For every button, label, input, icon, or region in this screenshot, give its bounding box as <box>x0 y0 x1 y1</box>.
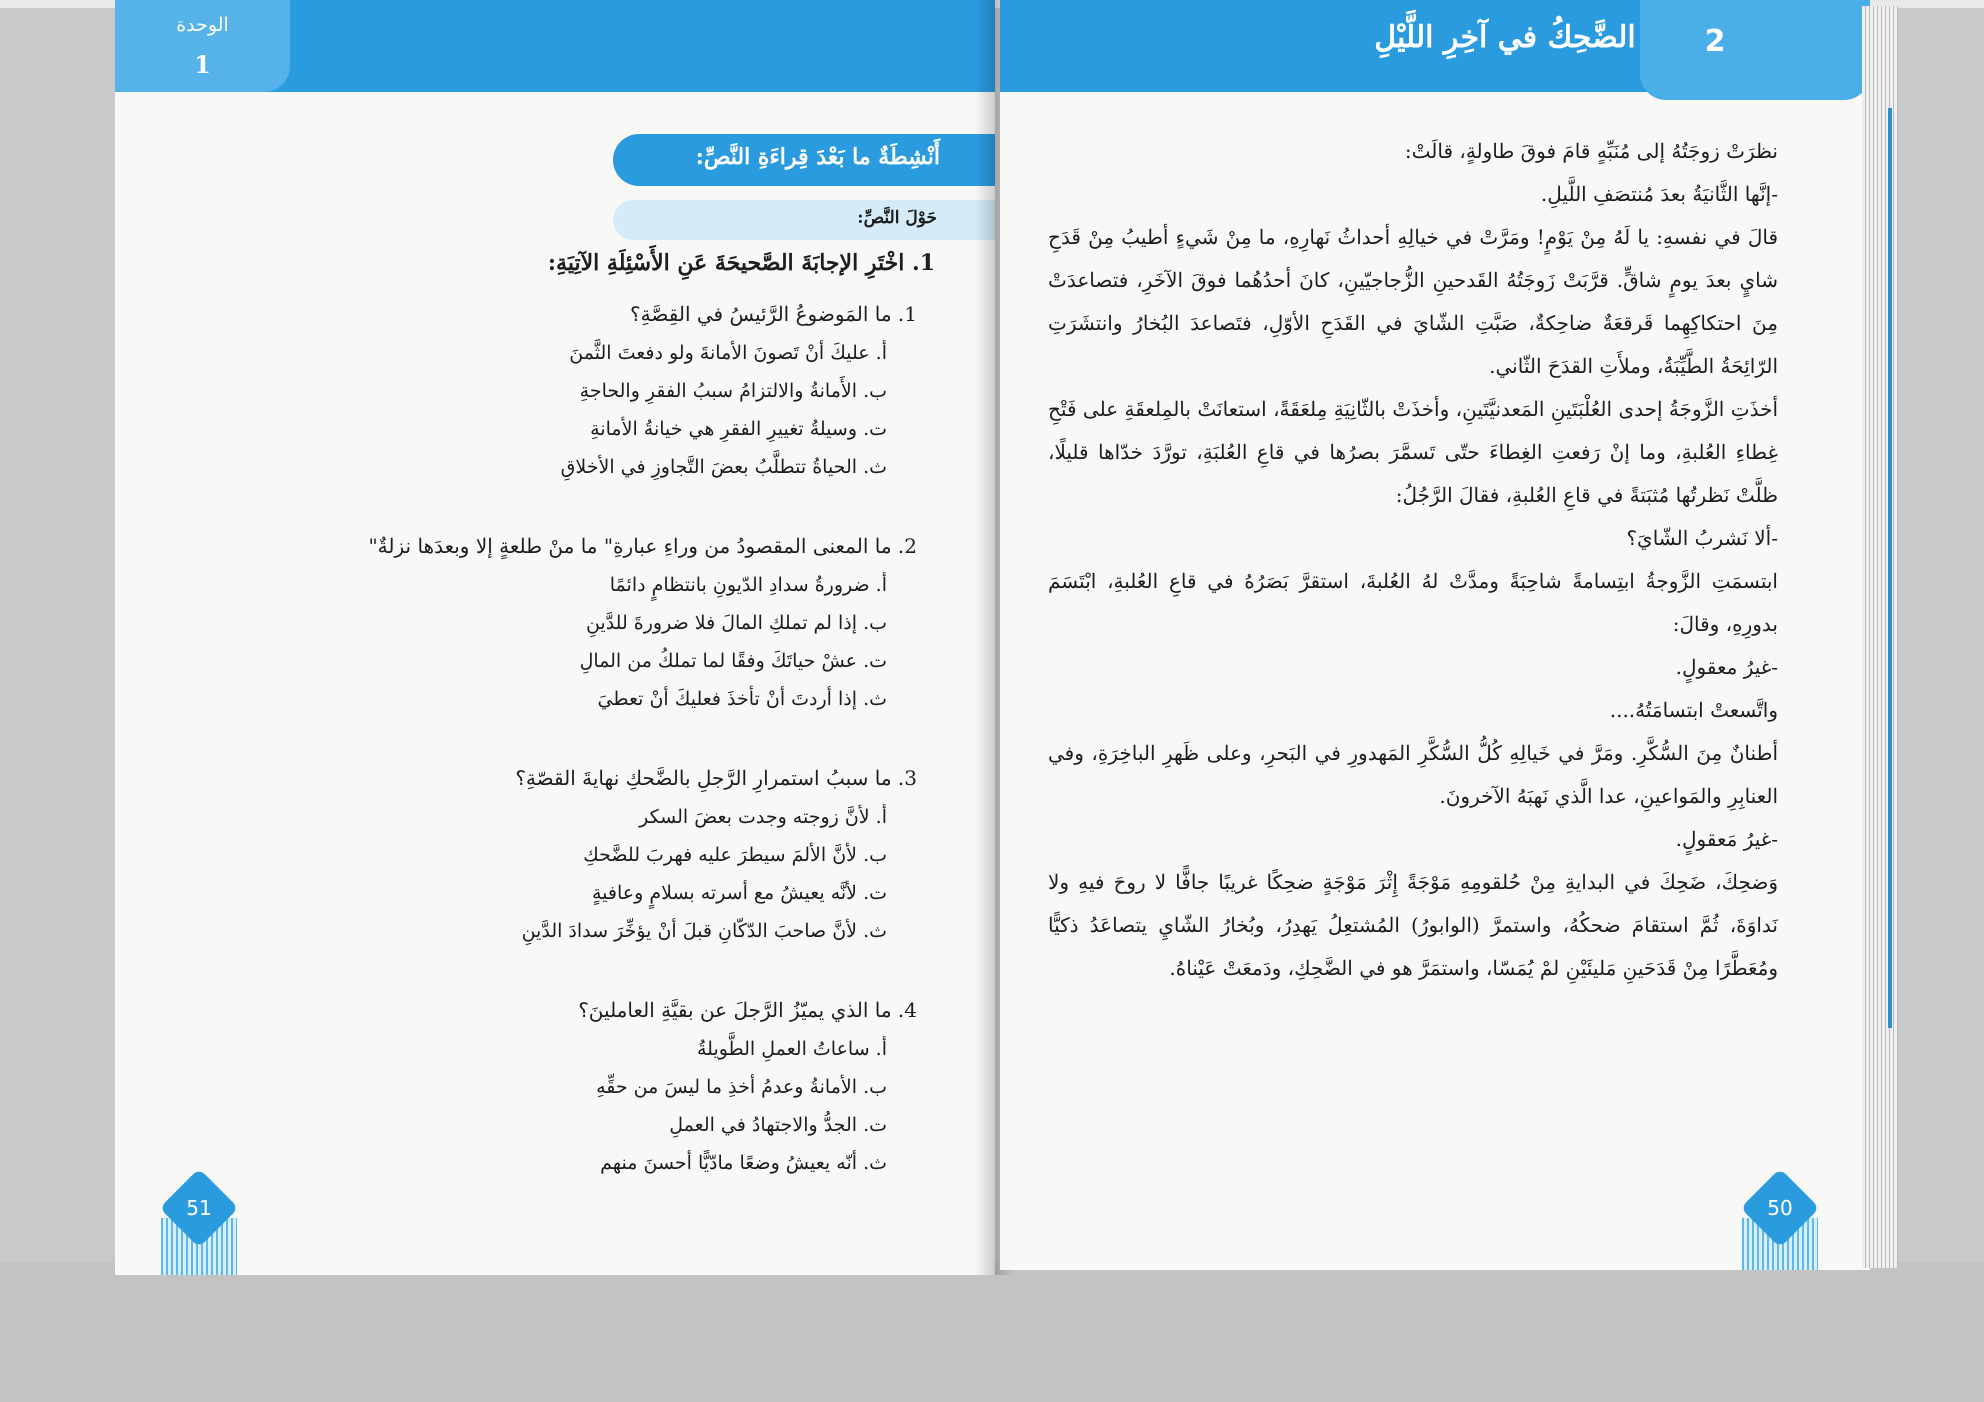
unit-label: الوحدة <box>176 14 229 36</box>
right-page-header <box>1000 0 1870 92</box>
story-paragraph: نظرَتْ زوجَتُهُ إلى مُنَبِّهٍ قامَ فوقَ طاولةٍ، قالَتْ: <box>1404 139 1778 163</box>
option-a[interactable] <box>610 574 887 596</box>
lesson-number: 2 <box>1704 24 1726 59</box>
option-letter: أ. <box>875 342 887 364</box>
right-page <box>1000 0 1870 1270</box>
story-paragraph: ابتسمَتِ الزَّوجةُ ابتِسامةً شاحِبَةً ومدَّتْ لهُ العُلبةَ، استقرَّ بَصَرُهُ في قاعِ العُلبةِ، ابْتَسَمَ بدورِهِ، وقالَ: <box>1048 569 1778 636</box>
question-text: ما الذي يميّزُ الرَّجلَ عن بقيَّةِ العاملينَ؟ <box>578 998 892 1022</box>
option-c[interactable] <box>590 418 887 440</box>
scan-background <box>0 1262 1984 1402</box>
lesson-title: الضَّحِكُ في آخِرِ اللَّيْلِ <box>1374 20 1636 55</box>
unit-number: 1 <box>194 50 211 79</box>
option-a[interactable] <box>639 806 887 828</box>
story-paragraph: واتَّسعتْ ابتسامَتُهُ.... <box>1609 698 1778 722</box>
option-b[interactable] <box>580 380 887 402</box>
story-paragraph: -غيرُ مَعقولٍ. <box>1675 827 1778 851</box>
option-d[interactable] <box>522 920 887 942</box>
option-c[interactable] <box>580 650 887 672</box>
option-letter: ت. <box>863 650 887 672</box>
option-d[interactable] <box>561 456 887 478</box>
story-paragraph: -ألا نَشربُ الشّايَ؟ <box>1626 526 1778 550</box>
option-c[interactable] <box>669 1114 887 1136</box>
option-text: ضرورةُ سدادِ الدّيونِ بانتظامٍ دائمًا <box>609 574 870 596</box>
story-paragraph: وَضحِكَ، ضَحِكَ في البدايةِ مِنْ حُلقومِهِ مَوْجَةً إِثْرَ مَوْجَةٍ ضحِكًا غريبًا جافًّا لا روحَ فيهِ ولا نَداوَةَ، ثُمَّ استقامَ ضحكُهُ، واستمرَّ (الوابورُ) المُشتعِلُ يَهدِرُ، وبُخارُ الشّايِ يتصاعَدُ ذكيًّا ومُعَطَّرًا مِنْ قَدَحَينِ مَليئَيْنِ لمْ يُمَسّا، واستمَرَّ هو في الضَّحِكِ، ودَمعَتْ عَيْناهُ. <box>1048 870 1778 980</box>
lesson-tab <box>1640 0 1870 100</box>
story-paragraph: -إنَّها الثَّانيَةُ بعدَ مُنتصَفِ اللَّيلِ. <box>1540 182 1778 206</box>
option-letter: ب. <box>863 844 887 866</box>
page-edge-stack <box>1862 6 1898 1268</box>
option-letter: ت. <box>863 418 887 440</box>
option-text: إذا لم تملكِ المالَ فلا ضرورةَ للدَّينِ <box>585 612 858 634</box>
story-paragraph: أخذَتِ الزَّوجَةُ إحدى العُلْبَتَينِ المَعدنيَّتَينِ، وأخذَتْ بالثّانِيَةِ مِلعَقَةً، استعانَتْ بالمِلعقَةِ على فَتْحِ غِطاءِ العُلبةِ، وما إنْ رَفعتِ الغِطاءَ حتّى تَسمَّرَ بصرُها في قاعِ العُلبَةِ، تورَّدَ خدّاها قليلًا، ظلَّتْ نَظرتُها مُثبَتةً في قاعِ العُلبةِ، فقالَ الرَّجُلُ: <box>1048 397 1778 507</box>
option-letter: أ. <box>875 574 887 596</box>
question-text: ما المَوضوعُ الرَّئيسُ في القِصَّةِ؟ <box>630 302 892 326</box>
option-text: الحياةُ تتطلَّبُ بعضَ التَّجاوزِ في الأخلاقِ <box>560 456 858 478</box>
option-letter: ت. <box>863 882 887 904</box>
option-letter: ث. <box>863 688 887 710</box>
option-text: ساعاتُ العملِ الطَّويلةُ <box>696 1038 870 1060</box>
story-paragraph: قالَ في نفسهِ: يا لَهُ مِنْ يَوْمٍ! ومَرَّتْ في خيالِهِ أحداثُ نَهارِهِ، ما مِنْ شَيءٍ أطيبُ مِنْ قَدَحِ شايٍ بعدَ يومٍ شاقٍّ. قرَّبَتْ زَوجَتُهُ القَدحينِ الزُّجاجيّينِ، كانَ أحدُهُما فوقَ الآخَرِ، فتصاعدَتْ مِنَ احتكاكِهِما قَرقعَةٌ ضاحِكةٌ، صَبَّتِ الشّايَ في القَدَحِ الأوّلِ، فتَصاعدَ البُخارُ وانتشَرَتِ الرّائِحَةُ الطَّيِّبَةُ، وملأَتِ القدَحَ الثّاني. <box>1048 225 1778 378</box>
subsection-banner <box>613 200 995 240</box>
option-text: وسيلةُ تغييرِ الفقرِ هي خيانةُ الأمانةِ <box>590 418 858 440</box>
option-letter: ث. <box>863 920 887 942</box>
left-page-header <box>115 0 995 92</box>
option-letter: ب. <box>863 380 887 402</box>
option-c[interactable] <box>592 882 887 904</box>
left-page <box>115 0 995 1275</box>
option-text: عشْ حياتَكَ وفقًا لما تملكُ من المالِ <box>579 650 858 672</box>
story-paragraph: -غيرُ معقولٍ. <box>1675 655 1778 679</box>
option-text: الأمانةُ وعدمُ أخذِ ما ليسَ من حقِّهِ <box>596 1076 858 1098</box>
question-4 <box>115 998 995 1188</box>
story-text <box>1048 130 1778 990</box>
option-d[interactable] <box>600 1152 887 1174</box>
option-b[interactable] <box>596 1076 887 1098</box>
question-stem <box>515 766 917 790</box>
question-stem <box>578 998 917 1022</box>
option-text: لأنَّ الألمَ سيطرَ عليه فهربَ للضَّحكِ <box>583 844 858 866</box>
option-text: لأنَّ صاحبَ الدّكّانِ قبلَ أنْ يؤخِّرَ سدادَ الدَّينِ <box>521 920 858 942</box>
unit-tab <box>115 0 290 92</box>
option-b[interactable] <box>583 844 887 866</box>
exercise-instruction <box>548 250 935 276</box>
section-banner <box>613 134 995 186</box>
option-text: لأنَّ زوجته وجدت بعضَ السكر <box>639 806 870 828</box>
option-text: الجدُّ والاجتهادُ في العملِ <box>669 1114 858 1136</box>
option-text: إذا أردتَ أنْ تأخذَ فعليكَ أنْ تعطيَ <box>597 688 858 710</box>
question-2 <box>115 534 995 724</box>
option-text: الأَمانةُ والالتزامُ سببُ الفقرِ والحاجةِ <box>579 380 858 402</box>
instruction-text: اخْتَرِ الإجابَةَ الصَّحيحَةَ عَنِ الأَسْئِلَةِ الآتِيَةِ: <box>547 250 905 276</box>
question-1 <box>115 302 995 492</box>
option-text: عليكَ أنْ تَصونَ الأمانةَ ولو دفعتَ الثَّمنَ <box>569 342 870 364</box>
question-text: ما سببُ استمرارِ الرَّجلِ بالضَّحكِ نهايةَ القصّةِ؟ <box>515 766 892 790</box>
question-3 <box>115 766 995 956</box>
question-number: 4. <box>897 998 917 1022</box>
option-letter: ت. <box>863 1114 887 1136</box>
option-letter: أ. <box>875 806 887 828</box>
question-number: 2. <box>897 534 917 558</box>
question-text: ما المعنى المقصودُ من وراءِ عبارةِ" ما منْ طلعةٍ إلا وبعدَها نزلةٌ" <box>368 534 892 558</box>
question-number: 1. <box>897 302 917 326</box>
question-stem <box>368 534 917 558</box>
page-number: 51 <box>186 1196 212 1220</box>
page-number-badge-left <box>161 1180 237 1275</box>
option-letter: ب. <box>863 1076 887 1098</box>
instruction-number: 1. <box>912 250 935 276</box>
page-edge-accent <box>1888 108 1892 1028</box>
option-text: لأنَّه يعيشُ مع أسرته بسلامٍ وعافيةٍ <box>592 882 858 904</box>
page-number-badge-right <box>1742 1180 1818 1270</box>
section-title: أَنْشِطَةٌ ما بَعْدَ قِراءَةِ النَّصِّ: <box>695 144 940 170</box>
option-a[interactable] <box>697 1038 887 1060</box>
option-d[interactable] <box>598 688 887 710</box>
story-paragraph: أطنانٌ مِنَ السُّكَّرِ. ومَرَّ في خَيالِهِ كُلُّ السُّكَّرِ المَهدورِ في البَحرِ، وعلى ظَهرِ الباخِرَةِ، وفي العنابِرِ والمَواعينِ، عدا الَّذي نَهبَهُ الآخرونَ. <box>1048 741 1778 808</box>
option-b[interactable] <box>586 612 887 634</box>
page-number: 50 <box>1767 1196 1793 1220</box>
question-stem <box>630 302 917 326</box>
option-letter: ث. <box>863 456 887 478</box>
option-text: أنّه يعيشُ وضعًا مادّيًّا أحسنَ منهم <box>600 1152 858 1174</box>
option-a[interactable] <box>569 342 887 364</box>
question-number: 3. <box>897 766 917 790</box>
option-letter: ث. <box>863 1152 887 1174</box>
option-letter: أ. <box>875 1038 887 1060</box>
subsection-title: حَوْلَ النَّصِّ: <box>857 208 937 228</box>
option-letter: ب. <box>863 612 887 634</box>
